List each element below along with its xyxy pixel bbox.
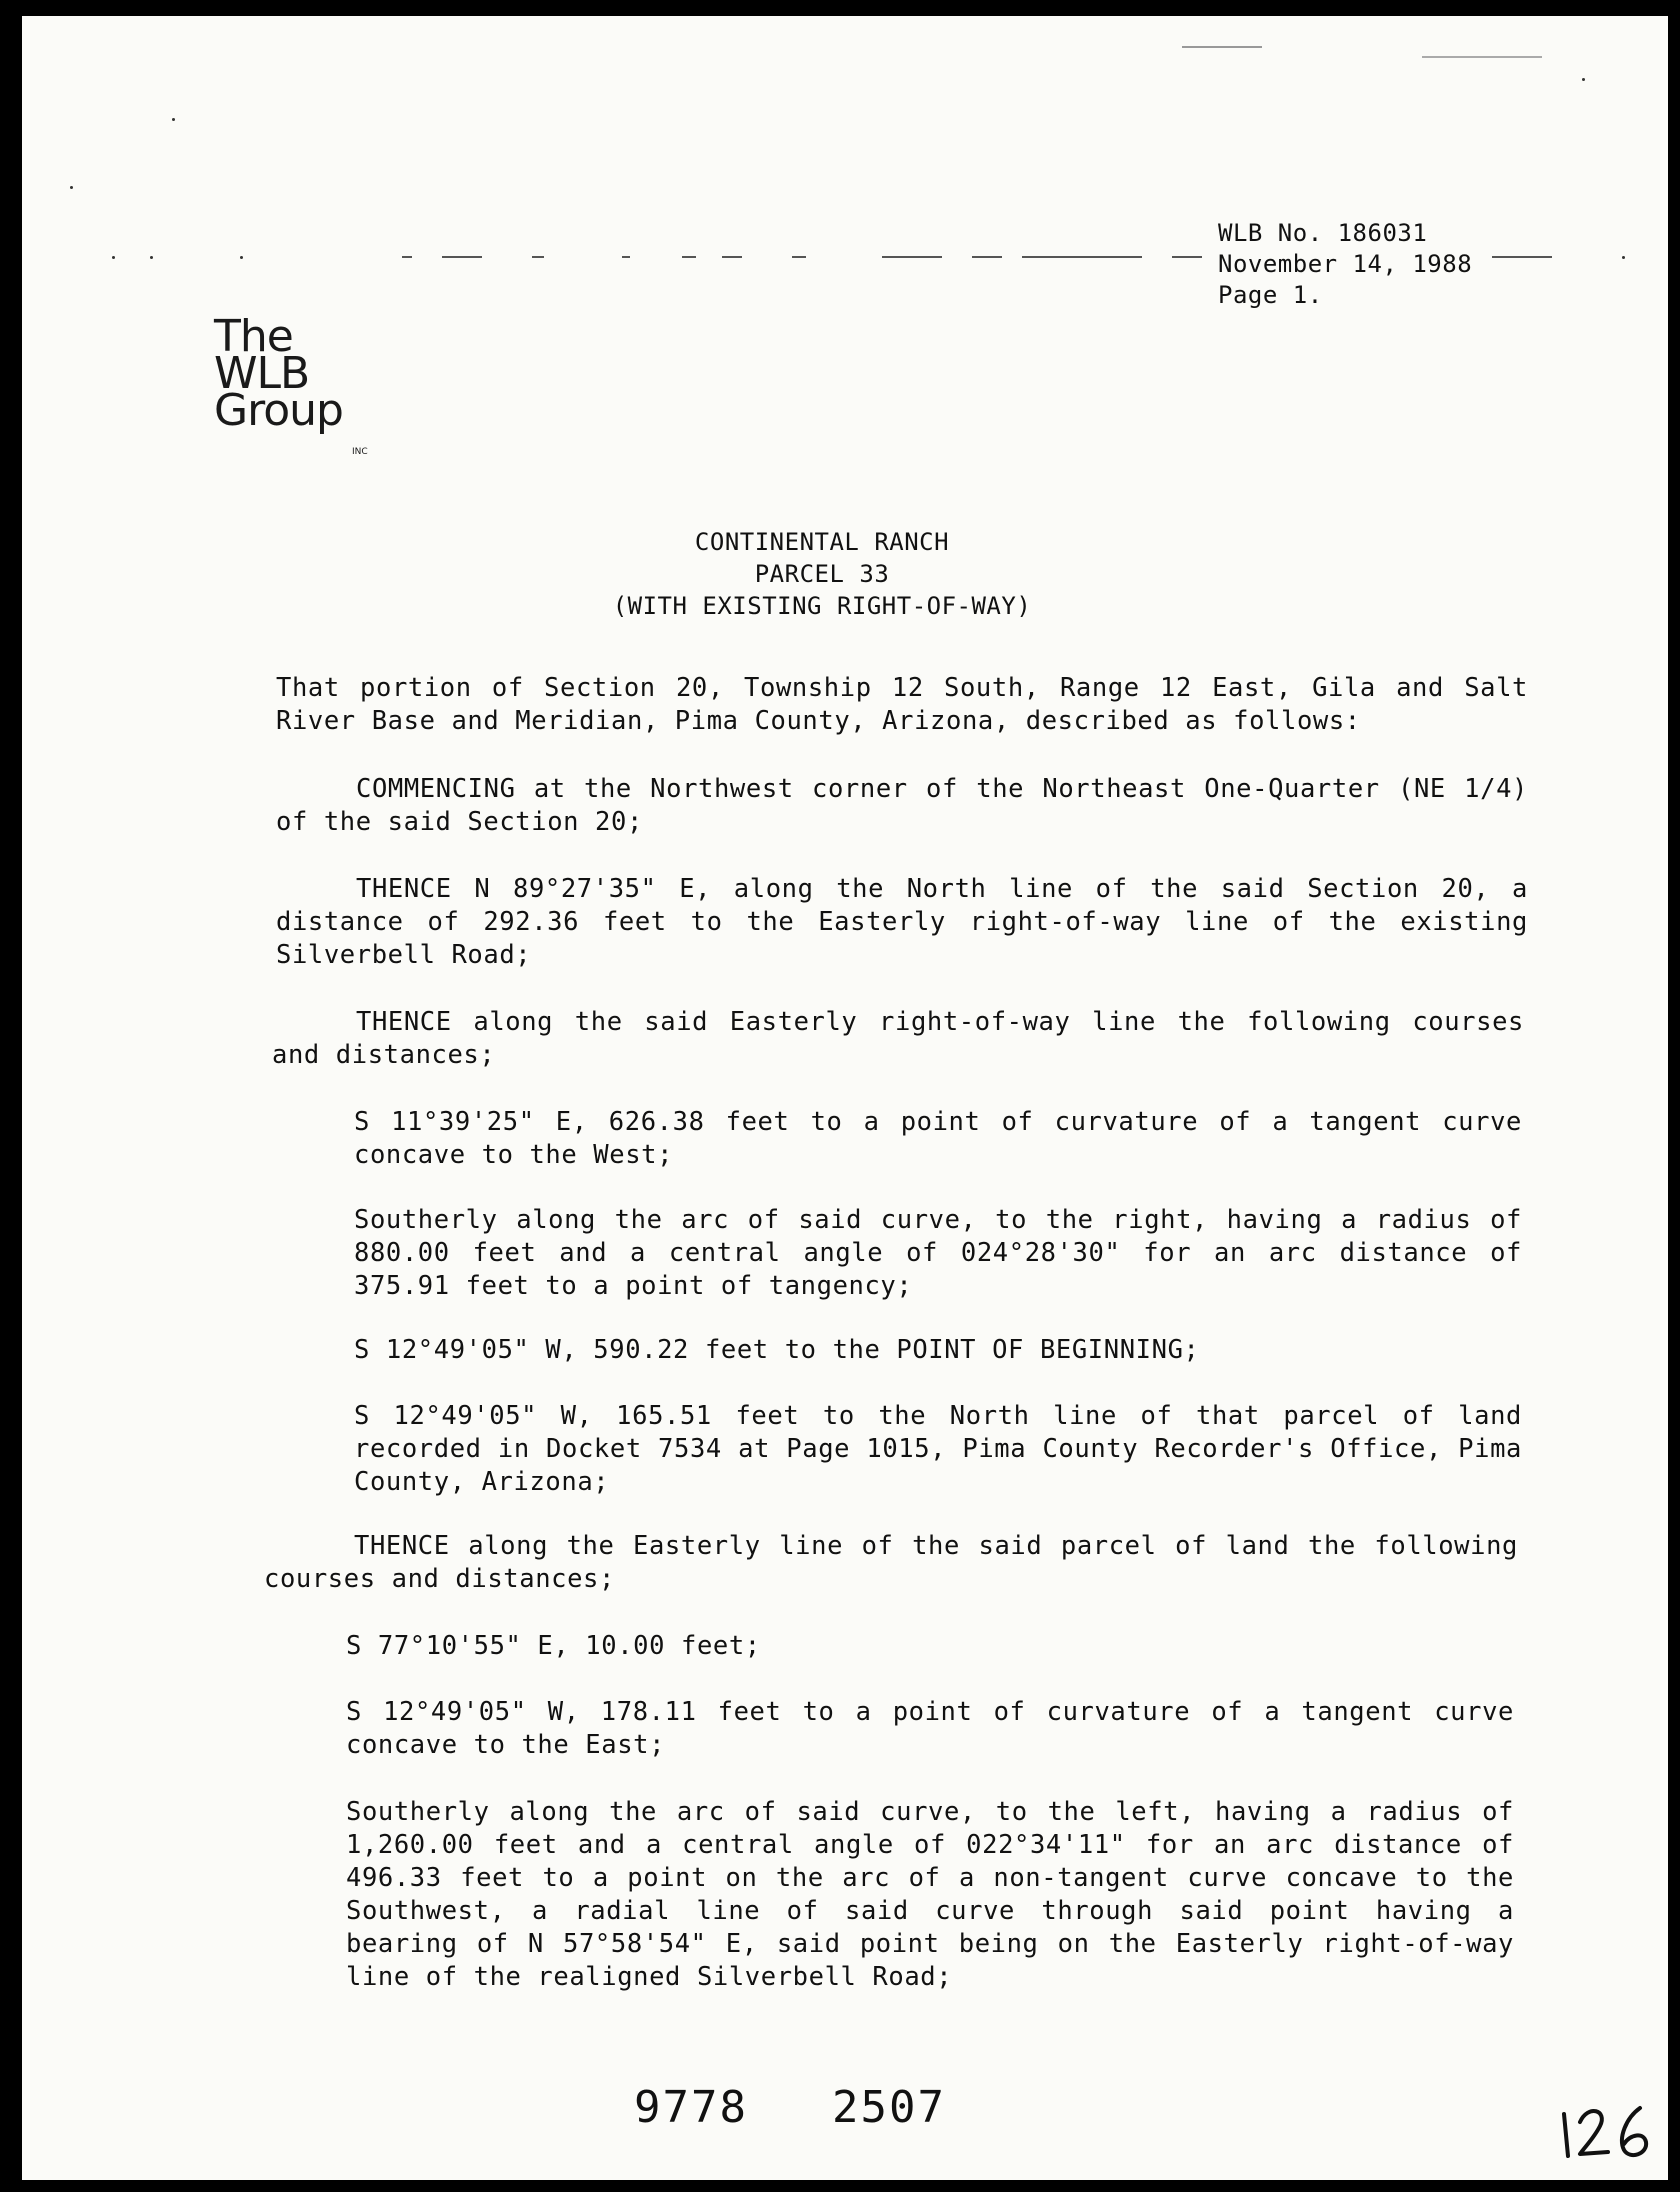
- title-line-1: CONTINENTAL RANCH: [694, 528, 950, 556]
- paragraph-point-of-beginning: S 12°49'05" W, 590.22 feet to the POINT OF BEGINNING;: [354, 1335, 1200, 1365]
- scan-speck: [1622, 256, 1625, 259]
- scan-noise-line: [1182, 46, 1262, 48]
- handwritten-page-mark: [1552, 2094, 1662, 2164]
- paragraph-curve-2: Southerly along the arc of said curve, to the left, having a radius of 1,260.00 feet and a central angle of 022°34'11" for an arc distance of 496.33 feet to a point on the arc of a non-tangent curve concave to the Southwest, a radial line of said curve through said point having a bearing of N 57°58'54" E, said point being on the Easterly right-of-way line of the realigned Silverbell Road;: [346, 1797, 1514, 1992]
- scan-speck: [150, 256, 153, 259]
- paragraph-course-4: S 12°49'05" W, 178.11 feet to a point of curvature of a tangent curve concave to the East;: [346, 1697, 1514, 1760]
- scan-noise-line: [1022, 256, 1142, 258]
- scan-noise-line: [622, 256, 630, 258]
- document-page: [22, 16, 1668, 2180]
- scan-noise-line: [532, 256, 544, 258]
- title-line-2: PARCEL 33: [754, 560, 890, 588]
- paragraph-course-1: S 11°39'25" E, 626.38 feet to a point of curvature of a tangent curve concave to the West;: [354, 1107, 1522, 1170]
- wlb-number: WLB No. 186031: [1218, 219, 1428, 247]
- recording-page-number: 2507: [831, 2082, 946, 2133]
- scan-speck: [240, 256, 243, 259]
- paragraph-thence-parcel-line: THENCE along the Easterly line of the said parcel of land the following courses and distances;: [264, 1531, 1518, 1594]
- recording-numbers: [634, 2082, 946, 2133]
- scan-speck: [1582, 78, 1585, 81]
- scan-noise-line: [972, 256, 1002, 258]
- scan-noise-line: [792, 256, 806, 258]
- scan-speck: [70, 186, 73, 189]
- paragraph-course-3: S 77°10'55" E, 10.00 feet;: [346, 1631, 761, 1661]
- scan-noise-line: [1422, 56, 1542, 58]
- paragraph-curve-1: Southerly along the arc of said curve, to the right, having a radius of 880.00 feet and a central angle of 024°28'30" for an arc distance of 375.91 feet to a point of tangency;: [354, 1205, 1522, 1301]
- paragraph-thence-easterly: THENCE along the said Easterly right-of-way line the following courses and distances;: [272, 1007, 1524, 1070]
- scan-noise-line: [722, 256, 742, 258]
- document-header: [1218, 218, 1472, 311]
- document-title: [542, 526, 1102, 622]
- document-date: November 14, 1988: [1218, 250, 1473, 278]
- paragraph-intro: That portion of Section 20, Township 12 South, Range 12 East, Gila and Salt River Base and Meridian, Pima County, Arizona, described as follows:: [276, 673, 1528, 736]
- wlb-group-logo: The WLB Group INC: [214, 311, 368, 457]
- scan-speck: [112, 256, 115, 259]
- scan-noise-line: [442, 256, 482, 258]
- scan-noise-line: [402, 256, 412, 258]
- paragraph-commencing: COMMENCING at the Northwest corner of the Northeast One-Quarter (NE 1/4) of the said Section 20;: [276, 774, 1528, 837]
- title-line-3: (WITH EXISTING RIGHT-OF-WAY): [612, 592, 1032, 620]
- scan-noise-line: [682, 256, 696, 258]
- scan-noise-line: [1172, 256, 1202, 258]
- paragraph-course-2: S 12°49'05" W, 165.51 feet to the North line of that parcel of land recorded in Docket 7534 at Page 1015, Pima County Recorder's Office, Pima County, Arizona;: [354, 1401, 1522, 1497]
- scan-noise-line: [882, 256, 942, 258]
- scan-speck: [172, 118, 175, 121]
- docket-number: 9778: [634, 2082, 748, 2133]
- scan-noise-line: [1492, 256, 1552, 258]
- page-number: Page 1.: [1218, 281, 1323, 309]
- paragraph-thence-north-line: THENCE N 89°27'35" E, along the North line of the said Section 20, a distance of 292.36 feet to the Easterly right-of-way line of the existing Silverbell Road;: [276, 874, 1528, 970]
